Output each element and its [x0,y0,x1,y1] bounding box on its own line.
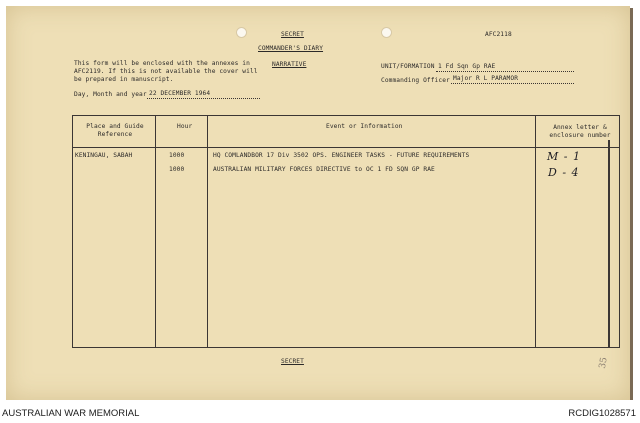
instruction-line-1: This form will be enclosed with the annexes in [74,60,250,67]
footer-id: RCDIG1028571 [568,408,636,419]
punch-hole-right [381,27,392,38]
co-value: Major R L PARAMOR [453,75,519,82]
table-col-divider-2 [207,115,208,348]
sheet-edge [630,8,633,400]
row-1-hour: 1000 [169,152,185,159]
narrative-label: NARRATIVE [272,61,307,68]
secret-top-label: SECRET [281,31,304,38]
unit-value: 1 Fd Sqn Gp RAE [438,63,496,70]
co-label: Commanding Officer [381,77,450,84]
col-header-place: Place and Guide Reference [86,123,144,138]
page-number-mark: 35 [597,356,610,370]
col-header-annex: Annex letter & enclosure number [549,124,611,139]
table-col-divider-1 [155,115,156,348]
row-2-hour: 1000 [169,166,185,173]
date-dotted-line [147,98,260,99]
table-col-divider-3 [535,115,536,348]
col-header-hour: Hour [177,123,193,130]
form-code: AFC2118 [485,31,512,38]
unit-dotted-line [436,71,574,72]
instruction-line-2: AFC2119. If this is not available the cover will [74,68,258,75]
date-label: Day, Month and year [74,91,147,98]
row-1-event: HQ COMLANDBOR 17 Div 3502 OPS. ENGINEER TASKS - FUTURE REQUIREMENTS [213,152,470,159]
row-2-annex: D - 4 [548,166,580,179]
row-1-place: KENINGAU, SABAH [75,152,133,159]
secret-bottom-label: SECRET [281,358,304,365]
row-1-annex: M - 1 [547,150,581,163]
date-value: 22 DECEMBER 1964 [149,90,211,97]
row-2-event: AUSTRALIAN MILITARY FORCES DIRECTIVE to OC 1 FD SQN GP RAE [213,166,435,173]
diary-title: COMMANDER'S DIARY [258,45,324,52]
co-dotted-line [451,83,574,84]
punch-hole-left [236,27,247,38]
unit-label: UNIT/FORMATION [381,63,435,70]
instruction-line-3: be prepared in manuscript. [74,76,174,83]
table-right-shadow [608,140,610,348]
col-header-event: Event or Information [326,123,403,130]
footer-source: AUSTRALIAN WAR MEMORIAL [2,408,140,419]
